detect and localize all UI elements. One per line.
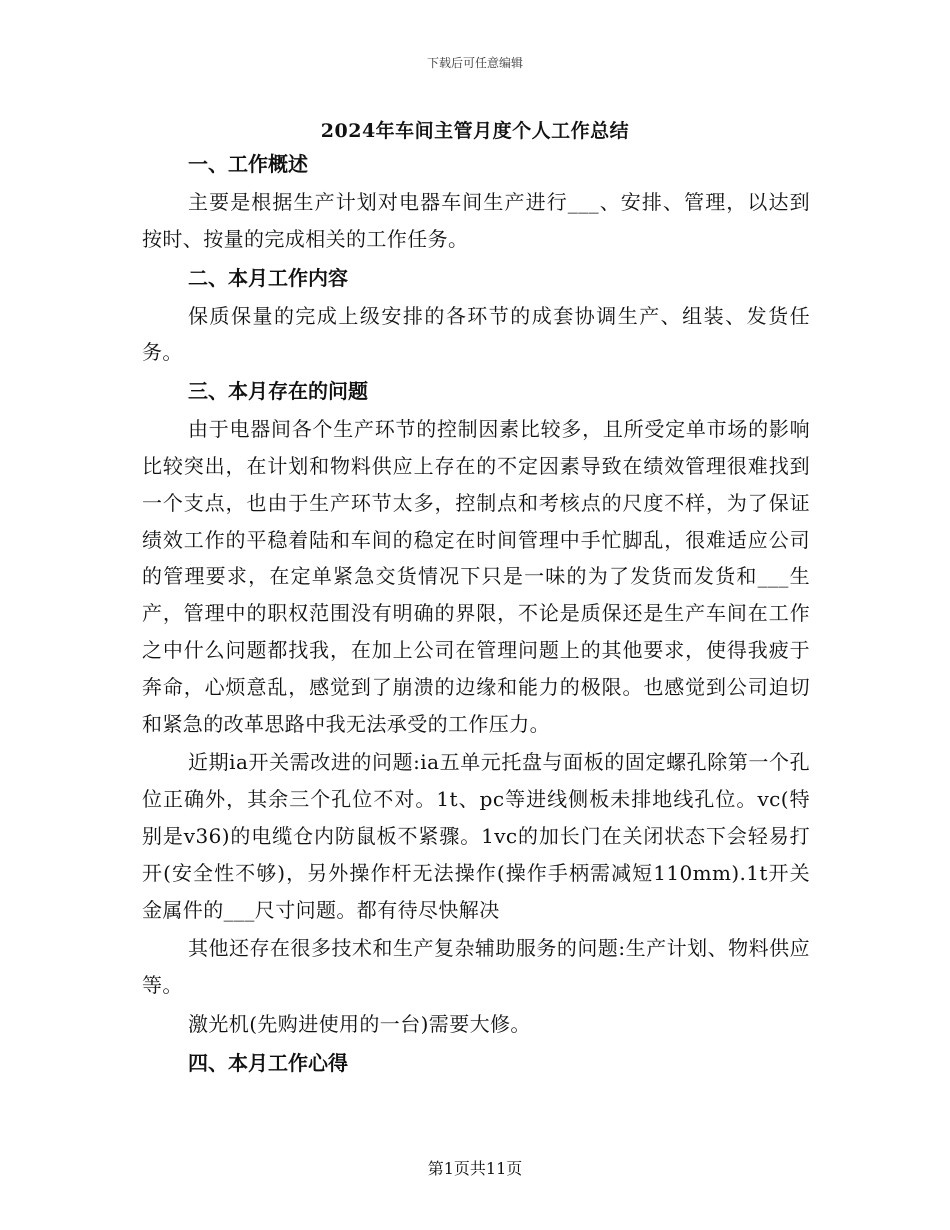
paragraph: 激光机(先购进使用的一台)需要大修。	[188, 1011, 531, 1036]
paragraph: 保质保量的完成上级安排的各环节的成套协调生产、组装、发货任务。	[142, 303, 810, 365]
section-heading-insights: 四、本月工作心得	[188, 1050, 348, 1075]
paragraph: 由于电器间各个生产环节的控制因素比较多，且所受定单市场的影响比较突出，在计划和物料供应上存在的不定因素导致在绩效管理很难找到一个支点，也由于生产环节太多，控制点和考核点的尺度不样，为了保证绩效工作的平稳着陆和车间的稳定在时间管理中手忙脚乱，很难适应公司的管理要求，在定单紧急交货情况下只是一味的为了发货而发货和___生产，管理中的职权范围没有明确的界限，不论是质保还是生产车间在工作之中什么问题都找我，在加上公司在管理问题上的其他要求，使得我疲于奔命，心烦意乱，感觉到了崩溃的边缘和能力的极限。也感觉到公司迫切和紧急的改革思路中我无法承受的工作压力。	[142, 417, 810, 736]
paragraph: 其他还存在很多技术和生产复杂辅助服务的问题:生产计划、物料供应等。	[142, 936, 810, 998]
header-note: 下载后可任意编辑	[426, 56, 523, 70]
paragraph: 主要是根据生产计划对电器车间生产进行___、安排、管理，以达到按时、按量的完成相关的工作任务。	[142, 190, 810, 251]
section-heading-problems: 三、本月存在的问题	[188, 379, 368, 404]
document-body	[142, 146, 810, 1083]
section-heading-overview: 一、工作概述	[188, 152, 308, 176]
paragraph: 近期ia开关需改进的问题:ia五单元托盘与面板的固定螺孔除第一个孔位正确外，其余三个孔位不对。1t、pc等进线侧板未排地线孔位。vc(特别是v36)的电缆仓内防鼠板不紧骤。1vc的加长门在关闭状态下会轻易打开(安全性不够)，另外操作杆无法操作(操作手柄需减短110mm).1t开关金属件的___尺寸问题。都有待尽快解决	[142, 750, 810, 922]
page-footer: 第1页共11页	[427, 1159, 523, 1178]
section-heading-work-content: 二、本月工作内容	[188, 265, 348, 290]
document-title: 2024年车间主管月度个人工作总结	[320, 120, 630, 142]
